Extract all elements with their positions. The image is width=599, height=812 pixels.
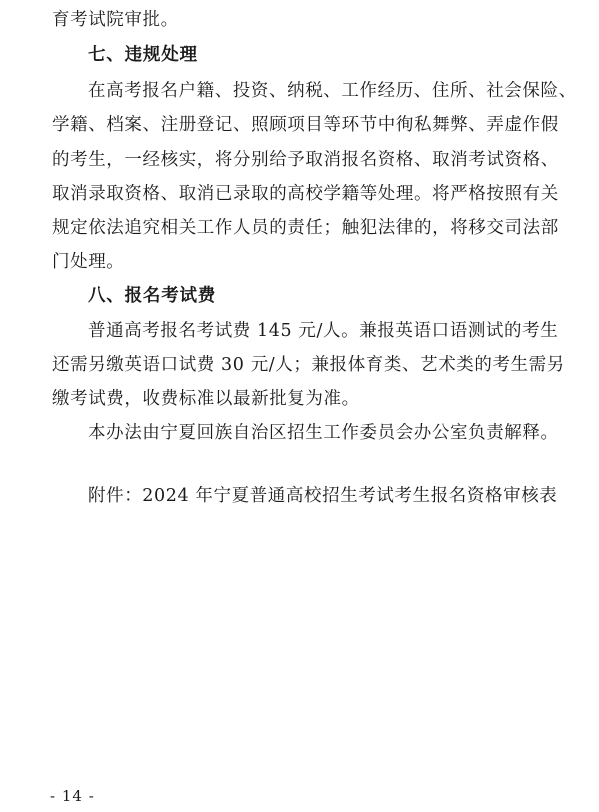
section-heading-violations: 七、违规处理	[88, 45, 198, 65]
page-number: - 14 -	[50, 787, 95, 805]
paragraph-line: 规定依法追究相关工作人员的责任；触犯法律的，将移交司法部	[52, 218, 559, 238]
paragraph-continuation-line: 育考试院审批。	[52, 10, 179, 30]
paragraph-line: 普通高考报名考试费 145 元/人。兼报英语口语测试的考生	[88, 321, 559, 341]
paragraph-line: 缴考试费，收费标准以最新批复为准。	[52, 389, 360, 409]
paragraph-line: 还需另缴英语口试费 30 元/人；兼报体育类、艺术类的考生需另	[52, 355, 565, 375]
paragraph-line: 取消录取资格、取消已录取的高校学籍等处理。将严格按照有关	[52, 184, 559, 204]
paragraph-line: 学籍、档案、注册登记、照顾项目等环节中徇私舞弊、弄虚作假	[52, 115, 559, 135]
attachment-note: 附件：2024 年宁夏普通高校招生考试考生报名资格审核表	[88, 486, 558, 506]
interpretation-statement: 本办法由宁夏回族自治区招生工作委员会办公室负责解释。	[88, 423, 559, 443]
section-heading-fees: 八、报名考试费	[88, 286, 217, 306]
paragraph-line: 在高考报名户籍、投资、纳税、工作经历、住所、社会保险、	[88, 81, 577, 101]
paragraph-line: 门处理。	[52, 252, 125, 272]
paragraph-line: 的考生，一经核实，将分别给予取消报名资格、取消考试资格、	[52, 150, 559, 170]
